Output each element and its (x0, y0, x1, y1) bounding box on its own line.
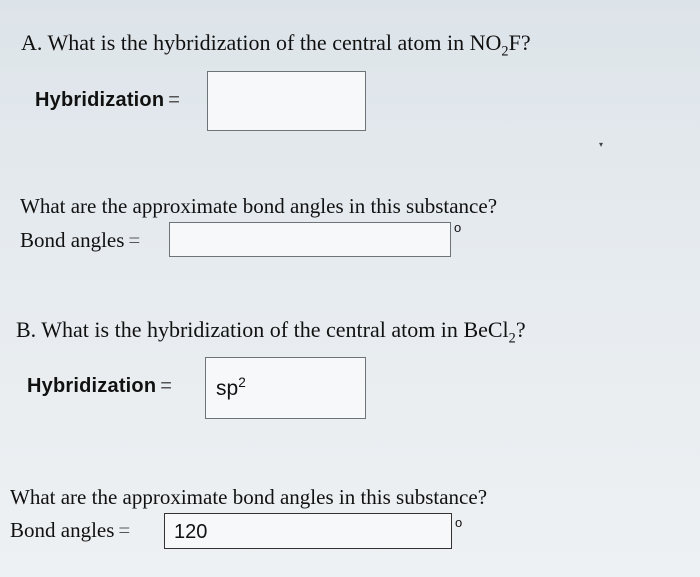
question-a-suffix: ? (520, 30, 531, 55)
hybridization-b-input[interactable] (205, 357, 366, 419)
stray-mark: ▾ (599, 140, 604, 149)
degree-symbol-b: o (455, 515, 463, 530)
hybridization-a-input[interactable] (207, 71, 366, 131)
bond-angle-a-question: What are the approximate bond angles in this substance? (20, 194, 498, 218)
hybridization-b-value: $sp^2$ (216, 375, 246, 400)
question-b-suffix: ? (515, 317, 526, 342)
hybridization-a-label: Hybridization = (35, 89, 181, 111)
question-b (16, 317, 526, 347)
bond-angles-b-input[interactable] (164, 513, 452, 549)
bond-angles-b-value: 120 (174, 521, 208, 543)
degree-symbol-a: o (454, 220, 462, 235)
question-b-prefix: B. What is the hybridization of the central atom in (16, 317, 464, 342)
bond-angles-b-label: Bond angles = (10, 518, 131, 542)
question-b-formula: BeCl$_2$ (463, 317, 516, 347)
question-a (21, 30, 531, 60)
bond-angles-a-input[interactable] (169, 222, 451, 257)
bond-angle-b-question: What are the approximate bond angles in this substance? (10, 485, 488, 509)
bond-angles-a-label: Bond angles = (20, 228, 141, 252)
question-a-prefix: A. What is the hybridization of the central atom in (21, 30, 470, 55)
hybridization-b-label: Hybridization = (27, 375, 173, 397)
question-a-formula: $NO_2F$ (469, 30, 521, 60)
